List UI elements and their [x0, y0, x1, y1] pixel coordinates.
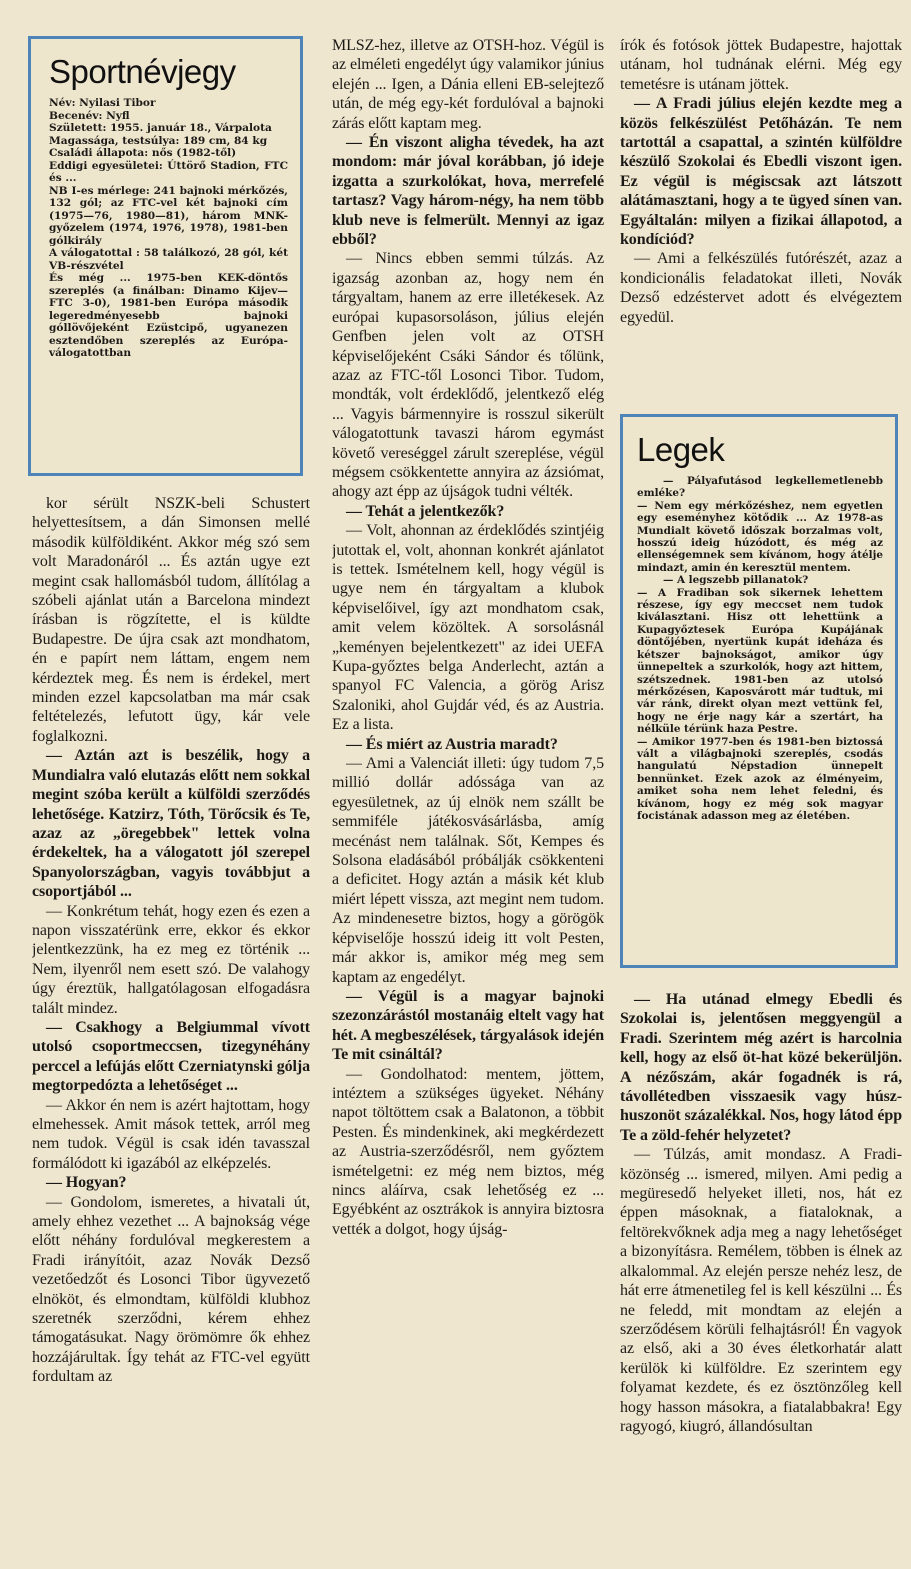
article-column-2 — [332, 36, 604, 1566]
fact-paragraph: Eddigi egyesületei: Úttörő Stadion, FTC és ... — [49, 159, 288, 184]
legek-title: Legek — [637, 431, 725, 468]
article-paragraph: — Nincs ebben semmi túlzás. Az igazság azonban az, hogy nem én tárgyaltam, hanem az erre illetékesek. Az európai kupasorsoláson, július elején Genfben jelen volt az OTSH képviselőjeként Csáki Sándor és tőlünk, azaz az FTC-től Losonci Tibor. Tudom, mondták, volt érdeklődő, jelentkező elég ... Vagyis bármennyire is rosszul sikerült válogatottunk tavaszi három egymást követő vereséggel zárult szereplése, végül mégsem csökkentette annyira az ázsiómat, ahogy azt épp az újságok tudni vélték. — [332, 250, 604, 501]
legek-paragraph: — Amikor 1977-ben és 1981-ben biztossá vált a világbajnoki szereplés, csodás hangulatú Népstadion ünnepelt bennünket. Ezek azok az élményeim, amiket soha nem lehet feledni, és kívánom, hogy ez még sok magyar focistának adasson meg az életében. — [637, 735, 883, 822]
legek-box — [620, 414, 898, 968]
legek-paragraph: — A Fradiban sok sikernek lehettem részese, így egy meccset nem tudok kiválasztani. Hisz ott lehettünk a Kupagyőztesek Európa Kupájának döntőjében, nyertünk kupát ideháza és kétszer bajnokságot, amikor úgy ünnepeltek a szurkolók, hogy azt hittem, szétszednek. 1981-ben az utolsó mérkőzésen, Kaposvárott már tudtuk, mi vár ránk, direkt olyan mezt vettünk fel, hogy ne érje nagy kár a szertárt, ha nélküle térünk haza Pestre. — [637, 586, 883, 736]
sportnevjegy-box — [28, 36, 303, 476]
legek-question: — Pályafutásod legkellemetlenebb emléke? — [637, 475, 883, 500]
article-column-3-top — [620, 36, 902, 408]
article-paragraph: — Volt, ahonnan az érdeklődés szintjéig jutottak el, volt, ahonnan konkrét ajánlatot is tettek. Ismételnem kell, hogy végül is ugye nem én tárgyaltam a klubok képviselőivel, így azt mondhatom csak, amit velem közöltek. A sorsolásnál „keményen bejelentkezett" az idei UEFA Kupa-győztes belga Anderlecht, aztán a spanyol FC Valencia, a görög Arisz Szaloniki, ahol Gujdár véd, és az Austria. Ez a lista. — [332, 522, 604, 734]
article-question: — Én viszont aligha tévedek, ha azt mondom: már jóval korábban, jó ideje izgatta a szurkolókat, hova, merrefelé tartasz? Vagy három-négy, ha nem több klub neve is felmerült. Mennyi az igaz ebből? — [332, 134, 604, 249]
fact-paragraph: NB I-es mérlege: 241 bajnoki mérkőzés, 132 gól; az FTC-vel két bajnoki cím (1975—76, 1980—81), három MNK-győzelem (1974, 1976, 1978), 1981-ben gólkirály — [49, 184, 288, 247]
article-question: — Végül is a magyar bajnoki szezonzárástól mostanáig eltelt vagy hat hét. A megbeszélések, tárgyalások idején Te mit csináltál? — [332, 987, 604, 1064]
article-column-3-bottom — [620, 990, 902, 1568]
article-paragraph: — Akkor én nem is azért hajtottam, hogy elmehessek. Amit mások tettek, arról meg nem tudok. Végül is csak idén tavasszal formálódott ki igazából az elképzelés. — [32, 1096, 310, 1172]
article-question: — Aztán azt is beszélik, hogy a Mundialra való elutazás előtt nem sokkal megint szóba került a külföldi szerződés lehetősége. Katzirz, Tóth, Törőcsik és Te, azaz az „öregebbek" lettek volna érdekeltek, ha a válogatott jól szerepel Spanyolországban, vagyis továbbjut a csoportjából ... — [32, 747, 310, 901]
legek-question: — A legszebb pillanatok? — [663, 574, 809, 587]
article-paragraph: — Ami a felkészülés futórészét, azaz a kondicionális feladatokat illeti, Novák Dezső edzéstervet adott és elvégeztem egyedül. — [620, 250, 902, 326]
article-question: — Tehát a jelentkezők? — [346, 502, 505, 520]
fact-paragraph: A válogatottal : 58 találkozó, 28 gól, két VB-részvétel — [49, 247, 288, 272]
article-question: — Ha utánad elmegy Ebedli és Szokolai is, jelentősen meggyengül a Fradi. Szerintem még azért is harcolnia kell, hogy az első öt-hat közé bekerüljön. A nézőszám, akár fogadnék is rá, távollétedben visszaesik vagy húsz-huszonöt százalékkal. Nos, hogy látod épp Te a zöld-fehér helyzetet? — [620, 991, 902, 1144]
article-question: — Csakhogy a Belgiummal vívott utolsó csoportmeccsen, tizegynéhány perccel a lefújás előtt Czerniatynski gólja megtorpedózta a lehetőséget ... — [32, 1018, 310, 1095]
article-question: — És miért az Austria maradt? — [346, 735, 558, 753]
article-question: — A Fradi július elején kezdte meg a közös felkészülést Petőházán. Te nem tartottál a csapattal, a szintén külföldre készülő Szokolai és Ebedli viszont igen. Ez végül is mégiscsak azt látszott alátámasztani, hogy a te ügyed sínen van. Egyáltalán: milyen a fizikai állapotod, a kondíciód? — [620, 95, 902, 249]
fact-paragraph: Név: Nyilasi Tibor — [49, 97, 156, 109]
fact-paragraph: És még ... 1975-ben KEK-döntős szereplés (a finálban: Dinamo Kijev—FTC 3-0), 1981-ben Európa második legeredményesebb bajnoki góllövőjeként Ezüstcipő, ugyanezen esztendőben szereplés az Európa-válogatottban — [49, 272, 288, 359]
fact-paragraph: Született: 1955. január 18., Várpalota — [49, 122, 272, 134]
article-column-1 — [32, 494, 310, 1564]
article-paragraph: — Ami a Valenciát illeti: úgy tudom 7,5 millió dollár adóssága van az egyesületnek, az új elnök nem szállt be semmiféle játékosvásárlásba, amíg mecénást nem találnak. Sőt, Kempes és Solsona eladásából próbálják csökkenteni a deficitet. Hogy aztán a másik két klub miért lépett vissza, azt megint nem tudom. Az mindenesetre biztos, hogy a görögök képviselője hosszú ideig itt volt Pesten, már akkor is, amikor még meg sem kaptam az engedélyt. — [332, 755, 604, 986]
sportnevjegy-title: Sportnévjegy — [49, 53, 236, 90]
article-paragraph: kor sérült NSZK-beli Schustert helyettesítsem, a dán Simonsen mellé második külföldiként. Akkor még szó sem volt Maradonáról ... És aztán ugye ezt megint csak hallomásból tudom, állítólag a szóbeli ajánlat után a Barcelona mindezt írásban is rögzítette, el is küldte Budapestre. De újra csak azt mondhatom, én e papírt nem láttam, engem nem kérdeztek meg. És nem is érdekel, mert minden ezzel kapcsolatban ma már csak feltételezés, lefutott ügy, kár vele foglalkozni. — [32, 495, 310, 745]
legek-paragraph: — Nem egy mérkőzéshez, nem egyetlen egy eseményhez kötődik ... Az 1978-as Mundialt követő időszak borzalmas volt, hosszú ideig húzódott, és még az ellenségemnek sem kívánom, hogy átélje mindazt, amin én keresztül mentem. — [637, 499, 883, 574]
article-paragraph: — Konkrétum tehát, hogy ezen és ezen a napon visszatérünk erre, ekkor és ekkor jelentkezzünk, ha ez meg ez történik ... Nem, ilyenről nem esett szó. De valahogy úgy éreztük, hallgatólagosan elfogadásra talált mindez. — [32, 902, 310, 1017]
article-paragraph: írók és fotósok jöttek Budapestre, hajottak utánam, hol tudnának elérni. Még egy temetésre is utánam jöttek. — [620, 37, 902, 93]
article-question: — Hogyan? — [46, 1174, 127, 1192]
fact-paragraph: Családi állapota: nős (1982-től) — [49, 147, 237, 159]
article-paragraph: — Túlzás, amit mondasz. A Fradi-közönség ... ismered, milyen. Ami pedig a megüresedő helyeket illeti, nos, hát ez éppen másoknak, a fiataloknak, a feltörekvőknek adja meg a nagy lehetőséget a bizonyításra. Remélem, többen is élnek az alkalommal. Az elején persze nehéz lesz, de hát erre átmenetileg fel is kell készülni ... És ne feledd, mit mondtam az elején a szerződésem körüli felhajtásról! Én vagyok az első, aki a 30 éves életkorhatár alatt kerülök ki külföldre. Ez szerintem egy folyamat kezdete, és ez ösztönzőleg kell hogy hasson másokra, a fiatalabbakra! Egy ragyogó, kiugró, állandósultan — [620, 1146, 902, 1435]
fact-paragraph: Becenév: Nyfl — [49, 109, 130, 122]
legek-paragraphs — [637, 475, 883, 822]
fact-paragraph: Magassága, testsúlya: 189 cm, 84 kg — [49, 134, 268, 147]
article-paragraph: MLSZ-hez, illetve az OTSH-hoz. Végül is az elméleti engedélyt úgy valamikor június elején ... Igen, a Dánia elleni EB-selejtező után, de még egy-két fordulóval a bajnoki zárás előtt kaptam meg. — [332, 37, 604, 132]
sportnevjegy-facts — [49, 97, 288, 360]
article-paragraph: — Gondolhatod: mentem, jöttem, intéztem a szükséges ügyeket. Néhány napot töltöttem csak a Balatonon, a többit Pesten. És mindenkinek, aki megkérdezett az Austria-szerződésről, nem győztem ismételgetni: ez még nem biztos, még nincs aláírva, csak lehetőség ez ... Egyébként az osztrákok is annyira biztosra vették a dolgot, hogy újság- — [332, 1065, 604, 1238]
article-paragraph: — Gondolom, ismeretes, a hivatali út, amely ehhez vezethet ... A bajnokság vége előtt néhány fordulóval megkerestem a Fradi irányítóit, azaz Novák Dezső vezetőedzőt és Losonci Tibor ügyvezető elnököt, és elmondtam, külföldi klubhoz szeretnék szerződni, kérem ehhez támogatásukat. Nagy örömömre ők ehhez hozzájárultak. Így tehát az FTC-vel együtt fordultam az — [32, 1193, 310, 1386]
